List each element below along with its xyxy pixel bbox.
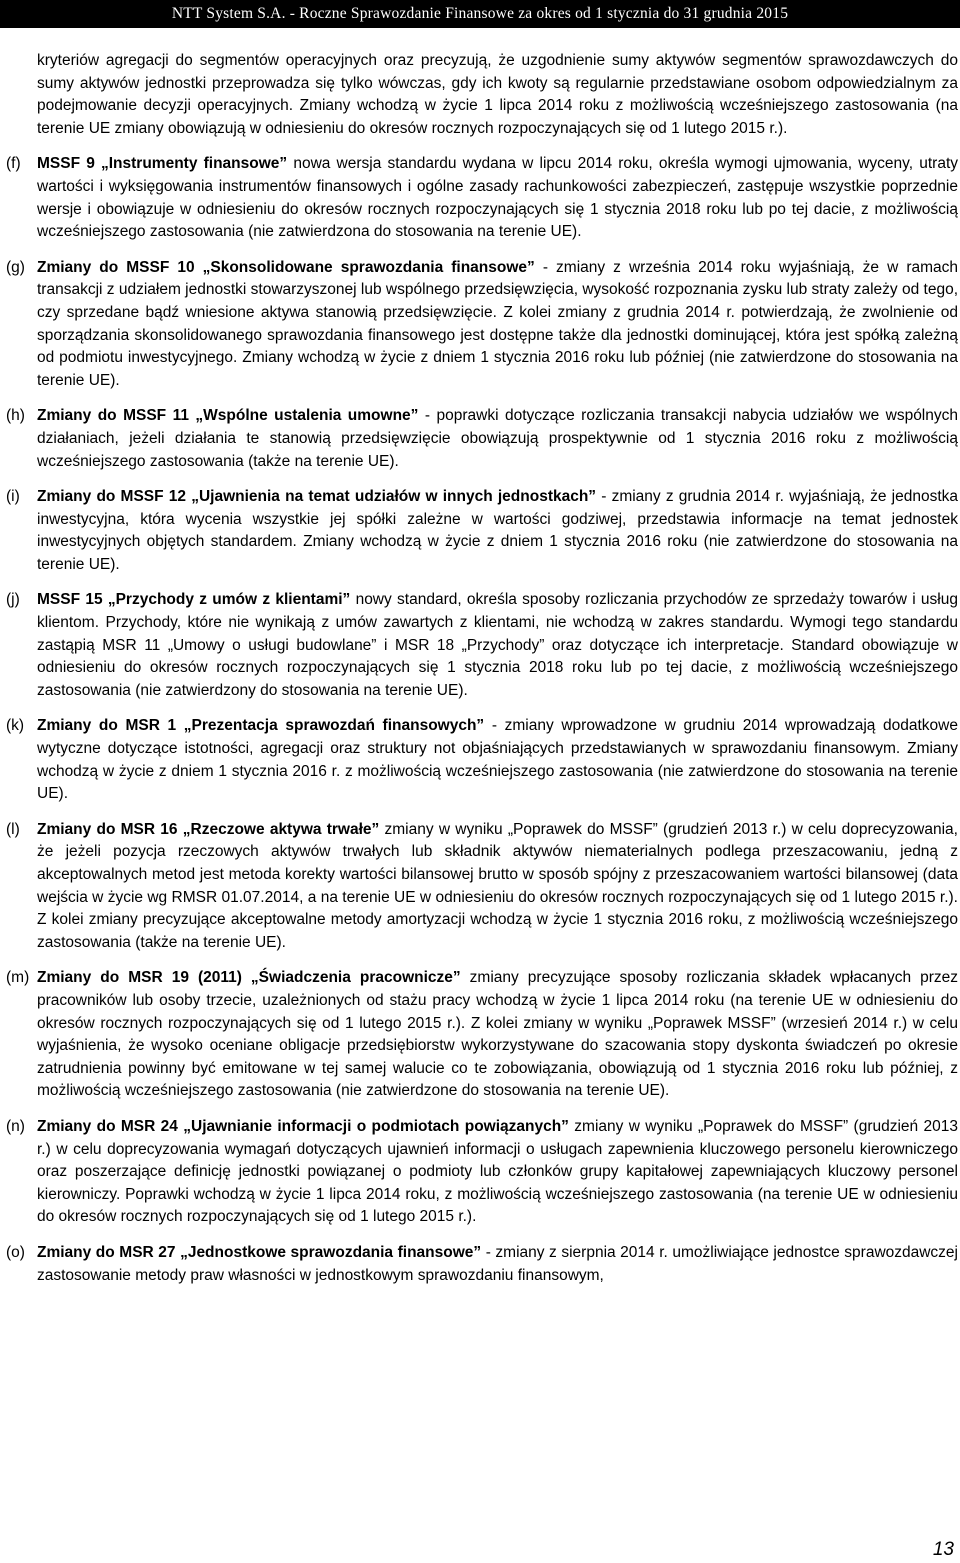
list-item-h <box>0 405 960 473</box>
item-label: (n) <box>6 1117 25 1135</box>
item-label: (h) <box>6 407 25 425</box>
document-body <box>0 50 960 1300</box>
item-label: (o) <box>6 1243 25 1261</box>
item-title: MSSF 9 „Instrumenty finansowe” <box>37 155 288 173</box>
item-paragraph <box>37 967 958 1103</box>
item-label: (i) <box>6 488 20 506</box>
item-paragraph <box>37 405 958 473</box>
item-body: zmiany w wyniku „Poprawek do MSSF” (grudzień 2013 r.) w celu doprecyzowania wymagań dotyczących ujawnień informacji o usługach zapewnienia kluczowego personelu kierowniczego oraz poszerzające definicję jednostki powiązanej o podmioty lub członków grupy kapitałowej zapewniających kluczowy personel kierowniczy. Poprawki wchodzą w życie 1 lipca 2014 roku, z możliwością wcześniejszego zastosowania (na terenie UE w odniesieniu do okresów rocznych rozpoczynających się od 1 lutego 2015 r.). <box>37 1117 958 1226</box>
list-item-m <box>0 967 960 1103</box>
item-paragraph <box>37 1116 958 1229</box>
item-paragraph <box>37 257 958 393</box>
item-body: - zmiany z sierpnia 2014 r. umożliwiające jednostce sprawozdawczej zastosowanie metody praw własności w jednostkowym sprawozdaniu finansowym, <box>37 1243 959 1284</box>
list-item-n <box>0 1116 960 1229</box>
item-body: nowy standard, określa sposoby rozliczania przychodów ze sprzedaży towarów i usług klientom. Przychody, które nie wynikają z umów zawartych z klientami, nie wchodzą w zakres standardu. Wymogi tego standardu zastąpią MSR 11 „Umowy o usługi budowlane” i MSR 18 „Przychody” oraz dotyczące ich interpretacje. Standard obowiązuje w odniesieniu do okresów rocznych rozpoczynających się 1 stycznia 2018 roku lub po tej dacie, z możliwością wcześniejszego zastosowania (nie zatwierdzony do stosowania na terenie UE). <box>37 591 958 699</box>
item-label: (l) <box>6 820 20 838</box>
item-label: (f) <box>6 155 21 173</box>
item-paragraph <box>37 819 958 955</box>
list-item-o <box>0 1242 960 1287</box>
list-item-f <box>0 153 960 243</box>
item-body: - zmiany z września 2014 roku wyjaśniają, że w ramach transakcji z udziałem jednostki stowarzyszonej lub wspólnego przedsięwzięcia, wysokość rozpoznania zysku lub straty zależy od tego, czy sprzedane bądź wniesione aktywa stanowią przedsięwzięcie. Z kolei zmiany z grudnia 2014 r. potwierdzają, że zwolnienie od sporządzania skonsolidowanego sprawozdania finansowego jest dostępne także dla jednostki dominującej, która jest spółką zależną od podmiotu inwestycyjnego. Zmiany wchodzą w życie z dniem 1 stycznia 2016 roku lub później (nie zatwierdzone do stosowania na terenie UE). <box>37 258 958 389</box>
item-title: Zmiany do MSR 1 „Prezentacja sprawozdań finansowych” <box>37 717 485 735</box>
item-title: Zmiany do MSR 27 „Jednostkowe sprawozdania finansowe” <box>37 1243 482 1261</box>
item-label: (j) <box>6 591 20 609</box>
item-paragraph <box>37 486 958 576</box>
item-title: Zmiany do MSR 24 „Ujawnianie informacji o podmiotach powiązanych” <box>37 1117 569 1135</box>
item-paragraph <box>37 715 958 805</box>
item-title: MSSF 15 „Przychody z umów z klientami” <box>37 591 351 609</box>
item-paragraph <box>37 1242 958 1287</box>
item-body: zmiany w wyniku „Poprawek do MSSF” (grudzień 2013 r.) w celu doprecyzowania, że jeżeli pozycja rzeczowych aktywów trwałych lub składnik aktywów niematerialnych podlega przeszacowaniu, jedną z akceptowalnych metod jest metoda korekty wartości bilansowej brutto w sposób spójny z przeszacowaniem wartości bilansowej (data wejścia w życie wg RMSR 01.07.2014, a na terenie UE w odniesieniu do okresów rocznych rozpoczynających się od 1 lutego 2015 r.). Z kolei zmiany precyzujące akceptowalne metody amortyzacji wchodzą w życie 1 stycznia 2016 roku, z możliwością wcześniejszego zastosowania (także na terenie UE). <box>37 820 958 951</box>
item-title: Zmiany do MSSF 12 „Ujawnienia na temat udziałów w innych jednostkach” <box>37 488 597 506</box>
item-body: - zmiany z grudnia 2014 r. wyjaśniają, że jednostka inwestycyjna, która wycenia wszystkie jej spółki zależne w wartości godziwej, przedstawia informacje na temat jednostek inwestycyjnych objętych standardem. Zmiany wchodzą w życie z dniem 1 stycznia 2016 roku (nie zatwierdzone do stosowania na terenie UE). <box>37 488 958 573</box>
item-title: Zmiany do MSR 16 „Rzeczowe aktywa trwałe” <box>37 820 380 838</box>
item-paragraph <box>37 589 958 702</box>
item-body: nowa wersja standardu wydana w lipcu 2014 roku, określa wymogi ujmowania, wyceny, utraty wartości i wyksięgowania instrumentów finansowych i ogólne zasady rachunkowości zabezpieczeń, zastępuje wszystkie poprzednie wersje i obowiązuje w odniesieniu do okresów rocznych rozpoczynających się 1 stycznia 2018 roku lub po tej dacie, z możliwością wcześniejszego zastosowania (nie zatwierdzona do stosowania na terenie UE). <box>37 155 958 241</box>
item-label: (k) <box>6 717 25 735</box>
intro-paragraph: kryteriów agregacji do segmentów operacyjnych oraz precyzują, że uzgodnienie sumy aktywów segmentów sprawozdawczych do sumy aktywów jednostki przeprowadza się tylko wówczas, gdy ich kwoty są regularnie przedstawiane osobom odpowiedzialnym za podejmowanie decyzji operacyjnych. Zmiany wchodzą w życie 1 lipca 2014 roku z możliwością wcześniejszego zastosowania (na terenie UE zmiany obowiązują w odniesieniu do okresów rocznych rozpoczynających się od 1 lutego 2015 r.). <box>37 52 958 137</box>
list-item-i <box>0 486 960 576</box>
item-body: zmiany precyzujące sposoby rozliczania składek wpłacanych przez pracowników lub osoby trzecie, uzależnionych od stażu pracy wchodzą w życie 1 lipca 2014 roku (na terenie UE w odniesieniu do okresów rocznych rozpoczynających się od 1 lutego 2015 r.). Z kolei zmiany w wyniku „Poprawek MSSF” (wrzesień 2014 r.) w celu wyjaśnienia, że wysoko oceniane obligacje przedsiębiorstw wykorzystywane do szacowania stopy dyskonta świadczeń po okresie zatrudnienia powinny być emitowane w tej samej walucie co te zobowiązania, obowiązują od 1 stycznia 2016 roku lub później, z możliwością wcześniejszego zastosowania (nie zatwierdzone do stosowania na terenie UE). <box>37 969 958 1100</box>
item-paragraph <box>37 153 958 243</box>
item-body: - poprawki dotyczące rozliczania transakcji nabycia udziałów we wspólnych działaniach, jeżeli działania te stanowią przedsięwzięcie obowiązują prospektywnie od 1 stycznia 2016 roku z możliwością wcześniejszego zastosowania (także na terenie UE). <box>37 407 958 470</box>
item-body: - zmiany wprowadzone w grudniu 2014 wprowadzają dodatkowe wytyczne dotyczące istotności, agregacji oraz struktury not objaśniających przedstawianych w sprawozdaniu finansowym. Zmiany wchodzą w życie z dniem 1 stycznia 2016 r. z możliwością wcześniejszego zastosowania (nie zatwierdzone do stosowania na terenie UE). <box>37 717 958 803</box>
item-label: (m) <box>6 969 30 987</box>
page-number: 13 <box>932 1539 954 1560</box>
list-item-j <box>0 589 960 702</box>
document-header <box>0 0 960 28</box>
list-item-k <box>0 715 960 805</box>
item-label: (g) <box>6 258 25 276</box>
header-title: NTT System S.A. - Roczne Sprawozdanie Finansowe za okres od 1 stycznia do 31 grudnia 2015 <box>171 5 789 22</box>
list-item-g <box>0 257 960 393</box>
item-title: Zmiany do MSSF 10 „Skonsolidowane sprawozdania finansowe” <box>37 258 535 276</box>
item-title: Zmiany do MSR 19 (2011) „Świadczenia pracownicze” <box>37 969 461 987</box>
list-item-l <box>0 819 960 955</box>
item-title: Zmiany do MSSF 11 „Wspólne ustalenia umowne” <box>37 407 419 425</box>
